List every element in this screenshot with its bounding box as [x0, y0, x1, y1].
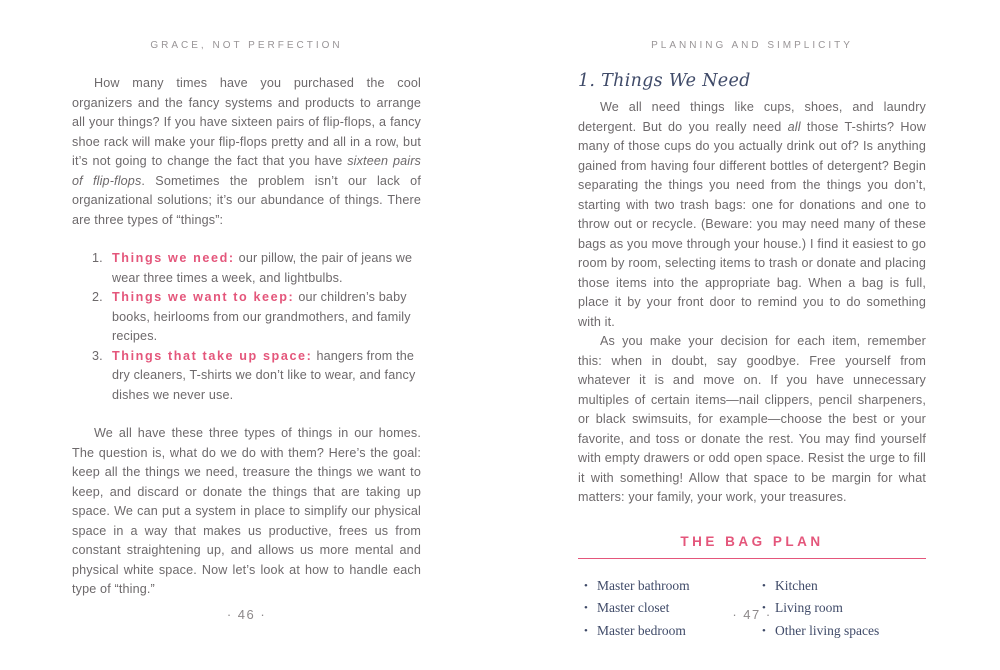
bag-plan-divider	[578, 558, 926, 559]
bag-plan-item: • Master closet	[584, 597, 762, 620]
left-running-head: GRACE, NOT PERFECTION	[150, 40, 343, 51]
right-paragraph-2: As you make your decision for each item, remember this: when in doubt, say goodbye. Free yourself from whatever it is and move on. If you have unnecessary multiples of certain items—nail clippers, pencil sharpeners, or black swimsuits, for example—choose the best or your favorite, and toss or donate the rest. You may find yourself with empty drawers or odd open space. Resist the urge to fill it with something! Allow that space to be margin for what matters: your family, your work, your treasures.	[578, 334, 926, 504]
bag-plan-title: THE BAG PLAN	[680, 533, 824, 549]
list-item-number: 3.	[92, 348, 103, 363]
list-item-lead: Things we want to keep:	[112, 290, 295, 304]
bag-plan-item: • Kitchen	[762, 575, 879, 598]
left-page-body	[72, 74, 421, 600]
things-numbered-list	[72, 249, 421, 405]
list-item-text: our pillow, the pair of jeans we wear three times a week, and lightbulbs.	[112, 251, 413, 285]
right-running-head: PLANNING AND SIMPLICITY	[651, 40, 853, 51]
list-item-lead: Things that take up space:	[112, 348, 313, 363]
bag-plan-item: • Other living spaces	[762, 620, 879, 643]
bag-plan-item: • Master bathroom	[584, 575, 762, 598]
right-paragraph-1: We all need things like cups, shoes, and laundry detergent. But do you really need all those T-shirts? How many of those cups do you actually drink out of? Is anything gained from having four different bottles of detergent? Begin separating the things you need from the things you don’t, starting with two trash bags: one for donations and one to throw out or recycle. (Beware: you may need many of these bags as you move through your house.) I find it easiest to go room by room, selecting items to trash or donate and placing those items into the appropriate bag. When a bag is full, place it by your front door to remind you to do something with it.	[578, 100, 926, 329]
left-page-number: · 46 ·	[226, 607, 267, 622]
bag-plan-item: • Living room	[762, 597, 879, 620]
list-item-number: 2.	[92, 290, 103, 304]
list-item-text: hangers from the dry cleaners, T-shirts we don’t like to wear, and fancy dishes we never use.	[112, 348, 416, 402]
list-item-text: our children’s baby books, heirlooms from our grandmothers, and family recipes.	[112, 290, 411, 343]
bag-plan-item: • Master bedroom	[584, 620, 762, 643]
left-paragraph-1: How many times have you purchased the cool organizers and the fancy systems and products to arrange all your things? If you have sixteen pairs of flip-flops, a fancy shoe rack will make your flip-flops pretty and all in a row, but it’s not going to change the fact that you have sixteen pairs of flip-flops. Sometimes the problem isn’t our lack of organizational solutions; it’s our abundance of things. There are three types of “things”:	[72, 76, 421, 227]
right-page-body	[578, 98, 926, 508]
right-page	[578, 40, 926, 642]
left-paragraph-2: We all have these three types of things in our homes. The question is, what do we do with them? Here’s the goal: keep all the things we need, treasure the things we want to keep, and discard or donate the things that are taking up space. We can put a system in place to simplify our physical space in a way that makes us productive, frees us from constant straightening up, and allows us more mental and physical white space. Now let’s look at how to handle each type of “thing.”	[72, 426, 421, 596]
list-item	[72, 288, 421, 347]
left-page	[72, 40, 421, 600]
list-item-number: 1.	[92, 251, 103, 265]
list-item	[72, 249, 421, 288]
section-heading-things-we-need: 1. Things We Need	[578, 71, 751, 91]
list-item-lead: Things we need:	[112, 251, 235, 265]
bag-plan-callout	[578, 534, 926, 643]
right-page-number: · 47 ·	[732, 607, 772, 622]
list-item	[72, 347, 421, 406]
